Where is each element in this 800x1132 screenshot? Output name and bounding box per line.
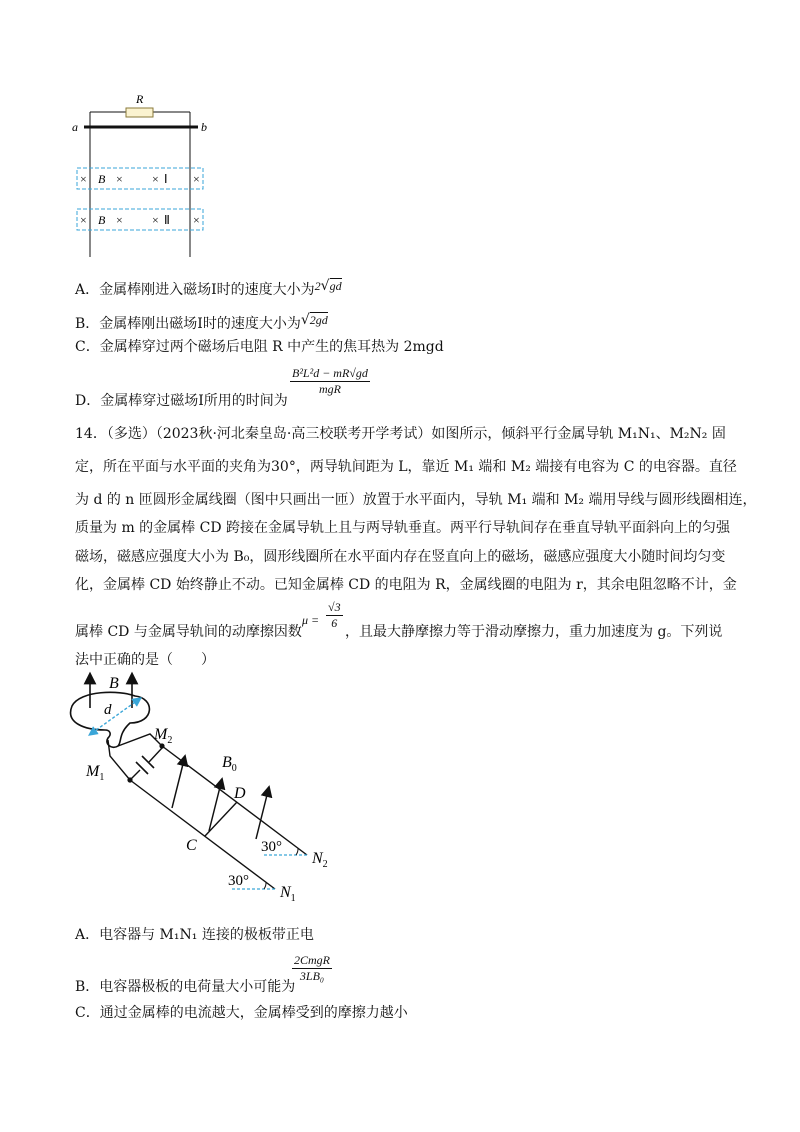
q13-option-d (75, 391, 288, 411)
option-d-fraction (290, 366, 370, 397)
option-b-text: B．电容器极板的电荷量大小可能为 (75, 979, 296, 995)
field-region-2 (77, 209, 203, 230)
b0-field-arrow (209, 783, 221, 831)
mu-symbol: μ = (302, 613, 320, 627)
fraction-denominator: mgR (318, 382, 341, 396)
fraction-denominator: 6 (331, 616, 338, 630)
resistor-r (126, 108, 153, 117)
field-region-1 (77, 168, 203, 189)
label-d: d (104, 702, 112, 718)
field-label-b: B (98, 172, 106, 186)
q14-line-7-end: ，且最大静摩擦力等于滑动摩擦力，重力加速度为 g。下列说 (345, 624, 723, 640)
q14-line-3: 为 d 的 n 匝圆形金属线圈（图中只画出一匝）放置于水平面内，导轨 M₁ 端和 M₂ 端用导线与圆形线圈相连， (75, 492, 757, 508)
q14-line-8: 法中正确的是（ ） (75, 652, 215, 668)
b0-field-arrow (172, 760, 184, 808)
b0-field-arrow (256, 791, 268, 839)
field-label-b: B (98, 213, 106, 227)
terminal-m2 (159, 743, 164, 748)
label-m1: $M_1$ (86, 763, 105, 783)
figure-rails-magnetic-fields (60, 85, 230, 260)
option-a-radicand: gd (329, 279, 342, 293)
fraction-numerator: 2CmgR (294, 953, 330, 967)
diameter-arrow (92, 700, 138, 733)
q14-line-4: 质量为 m 的金属棒 CD 跨接在金属导轨上且与两导轨垂直。两平行导轨间存在垂直导轨平面斜向上的匀强 (75, 520, 731, 536)
field-cross: × (80, 213, 87, 227)
line-7-start: 属棒 CD 与金属导轨间的动摩擦因数 (75, 624, 302, 640)
q14-line-6: 化，金属棒 CD 始终静止不动。已知金属棒 CD 的电阻为 R，金属线圈的电阻为 r，其余电阻忽略不计，金 (75, 577, 737, 593)
angle-arc-n1 (264, 882, 266, 889)
field-cross: × (193, 213, 200, 227)
label-m2: $M_2$ (154, 726, 173, 746)
q13-option-c: C．金属棒穿过两个磁场后电阻 R 中产生的焦耳热为 2mgd (75, 339, 444, 355)
option-a-text: A．金属棒刚进入磁场Ⅰ时的速度大小为 (75, 282, 315, 298)
angle-arc-n2 (296, 848, 298, 855)
q13-option-a (75, 276, 342, 300)
terminal-m1 (127, 777, 132, 782)
field-cross: × (193, 172, 200, 186)
q14-line-5: 磁场，磁感应强度大小为 B₀，圆形线圈所在水平面内存在竖直向上的磁场，磁感应强度大小随时间均匀变 (75, 549, 726, 565)
label-d-end: D (234, 785, 246, 802)
field-label-ii: Ⅱ (164, 213, 170, 227)
label-n1: $N_1$ (280, 884, 296, 904)
label-n2: $N_2$ (312, 850, 328, 870)
field-cross: × (152, 213, 159, 227)
option-b-text: B．金属棒刚出磁场Ⅰ时的速度大小为 (75, 316, 301, 332)
q14-option-b (75, 977, 295, 997)
label-r: R (136, 92, 144, 106)
field-cross: × (116, 213, 123, 227)
angle-label-n2: 30° (261, 839, 282, 855)
q14-option-a: A．电容器与 M₁N₁ 连接的极板带正电 (75, 927, 314, 943)
q14-option-c: C．通过金属棒的电流越大，金属棒受到的摩擦力越小 (75, 1005, 408, 1021)
angle-label-n1: 30° (228, 873, 249, 889)
field-cross: × (116, 172, 123, 186)
label-b: b (201, 120, 207, 134)
q14-line-2: 定，所在平面与水平面的夹角为30°，两导轨间距为 L，靠近 M₁ 端和 M₂ 端接有电容为 C 的电容器。直径 (75, 459, 737, 475)
sqrt-symbol: √ (320, 278, 330, 294)
field-cross: × (80, 172, 87, 186)
rail-m1n1 (130, 780, 275, 889)
q13-option-b (75, 310, 328, 334)
label-c-end: C (186, 837, 197, 854)
fraction-numerator: √3 (328, 600, 341, 614)
field-cross: × (152, 172, 159, 186)
mu-fraction (326, 600, 343, 631)
option-b-fraction (292, 953, 332, 984)
option-d-text: D．金属棒穿过磁场Ⅰ所用的时间为 (75, 393, 288, 409)
option-b-radicand: 2gd (309, 313, 328, 327)
label-b: B (109, 675, 119, 692)
q14-line-7 (75, 622, 302, 642)
label-b0: $B_0$ (222, 754, 237, 774)
fraction-denominator: 3LB₀ (299, 969, 325, 983)
label-a: a (72, 120, 78, 134)
sqrt-symbol: √ (300, 312, 310, 328)
field-label-i: Ⅰ (164, 172, 168, 186)
capacitor-lead (149, 748, 162, 762)
rod-cd (205, 802, 237, 836)
option-a-coef: 2 (314, 279, 321, 293)
figure-inclined-rails (60, 668, 350, 913)
q14-line-1: 14．（多选）（2023秋·河北秦皇岛·高三校联考开学考试）如图所示，倾斜平行金属导轨 M₁N₁、M₂N₂ 固 (75, 426, 726, 442)
fraction-numerator: B²L²d − mR√gd (292, 366, 368, 380)
